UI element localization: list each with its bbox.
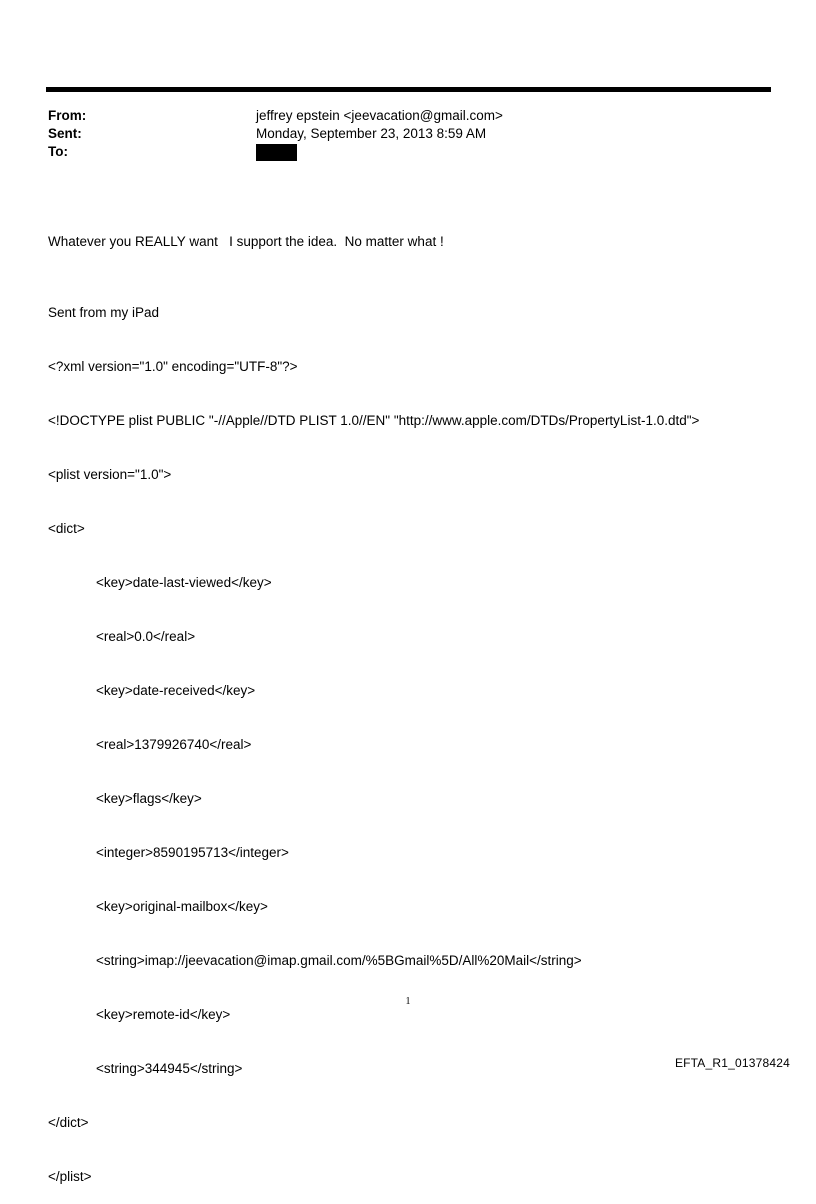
from-value: jeffrey epstein <jeevacation@gmail.com> xyxy=(256,108,503,123)
plist-line: </plist> xyxy=(48,1169,92,1184)
document-id: EFTA_R1_01378424 xyxy=(674,1056,790,1070)
plist-line: <string>imap://jeevacation@imap.gmail.com/%5BGmail%5D/All%20Mail</string> xyxy=(96,953,582,968)
plist-line: <integer>8590195713</integer> xyxy=(96,845,289,860)
plist-line: <string>344945</string> xyxy=(96,1061,243,1076)
email-body xyxy=(48,197,699,1204)
signature-text: Sent from my iPad xyxy=(48,305,160,320)
sent-label: Sent: xyxy=(48,126,82,141)
header-rule xyxy=(46,87,771,92)
plist-line: </dict> xyxy=(48,1115,89,1130)
page-number: 1 xyxy=(405,996,411,1007)
plist-line: <?xml version="1.0" encoding="UTF-8"?> xyxy=(48,359,298,374)
plist-line: <key>original-mailbox</key> xyxy=(96,899,268,914)
from-label: From: xyxy=(48,108,87,123)
to-value xyxy=(256,143,297,161)
plist-line: <key>date-last-viewed</key> xyxy=(96,575,272,590)
plist-line: <key>remote-id</key> xyxy=(96,1007,231,1022)
plist-line: <key>date-received</key> xyxy=(96,683,256,698)
plist-line: <plist version="1.0"> xyxy=(48,467,172,482)
plist-line: <dict> xyxy=(48,521,85,536)
plist-line: <real>0.0</real> xyxy=(96,629,196,644)
to-label: To: xyxy=(48,144,68,159)
message-text: Whatever you REALLY want I support the idea. No matter what ! xyxy=(48,234,444,249)
plist-line: <real>1379926740</real> xyxy=(96,737,252,752)
redaction-box xyxy=(256,144,297,161)
plist-line: <!DOCTYPE plist PUBLIC "-//Apple//DTD PLIST 1.0//EN" "http://www.apple.com/DTDs/PropertyList-1.0.dtd"> xyxy=(48,413,700,428)
plist-line: <key>flags</key> xyxy=(96,791,202,806)
sent-value: Monday, September 23, 2013 8:59 AM xyxy=(256,126,487,141)
